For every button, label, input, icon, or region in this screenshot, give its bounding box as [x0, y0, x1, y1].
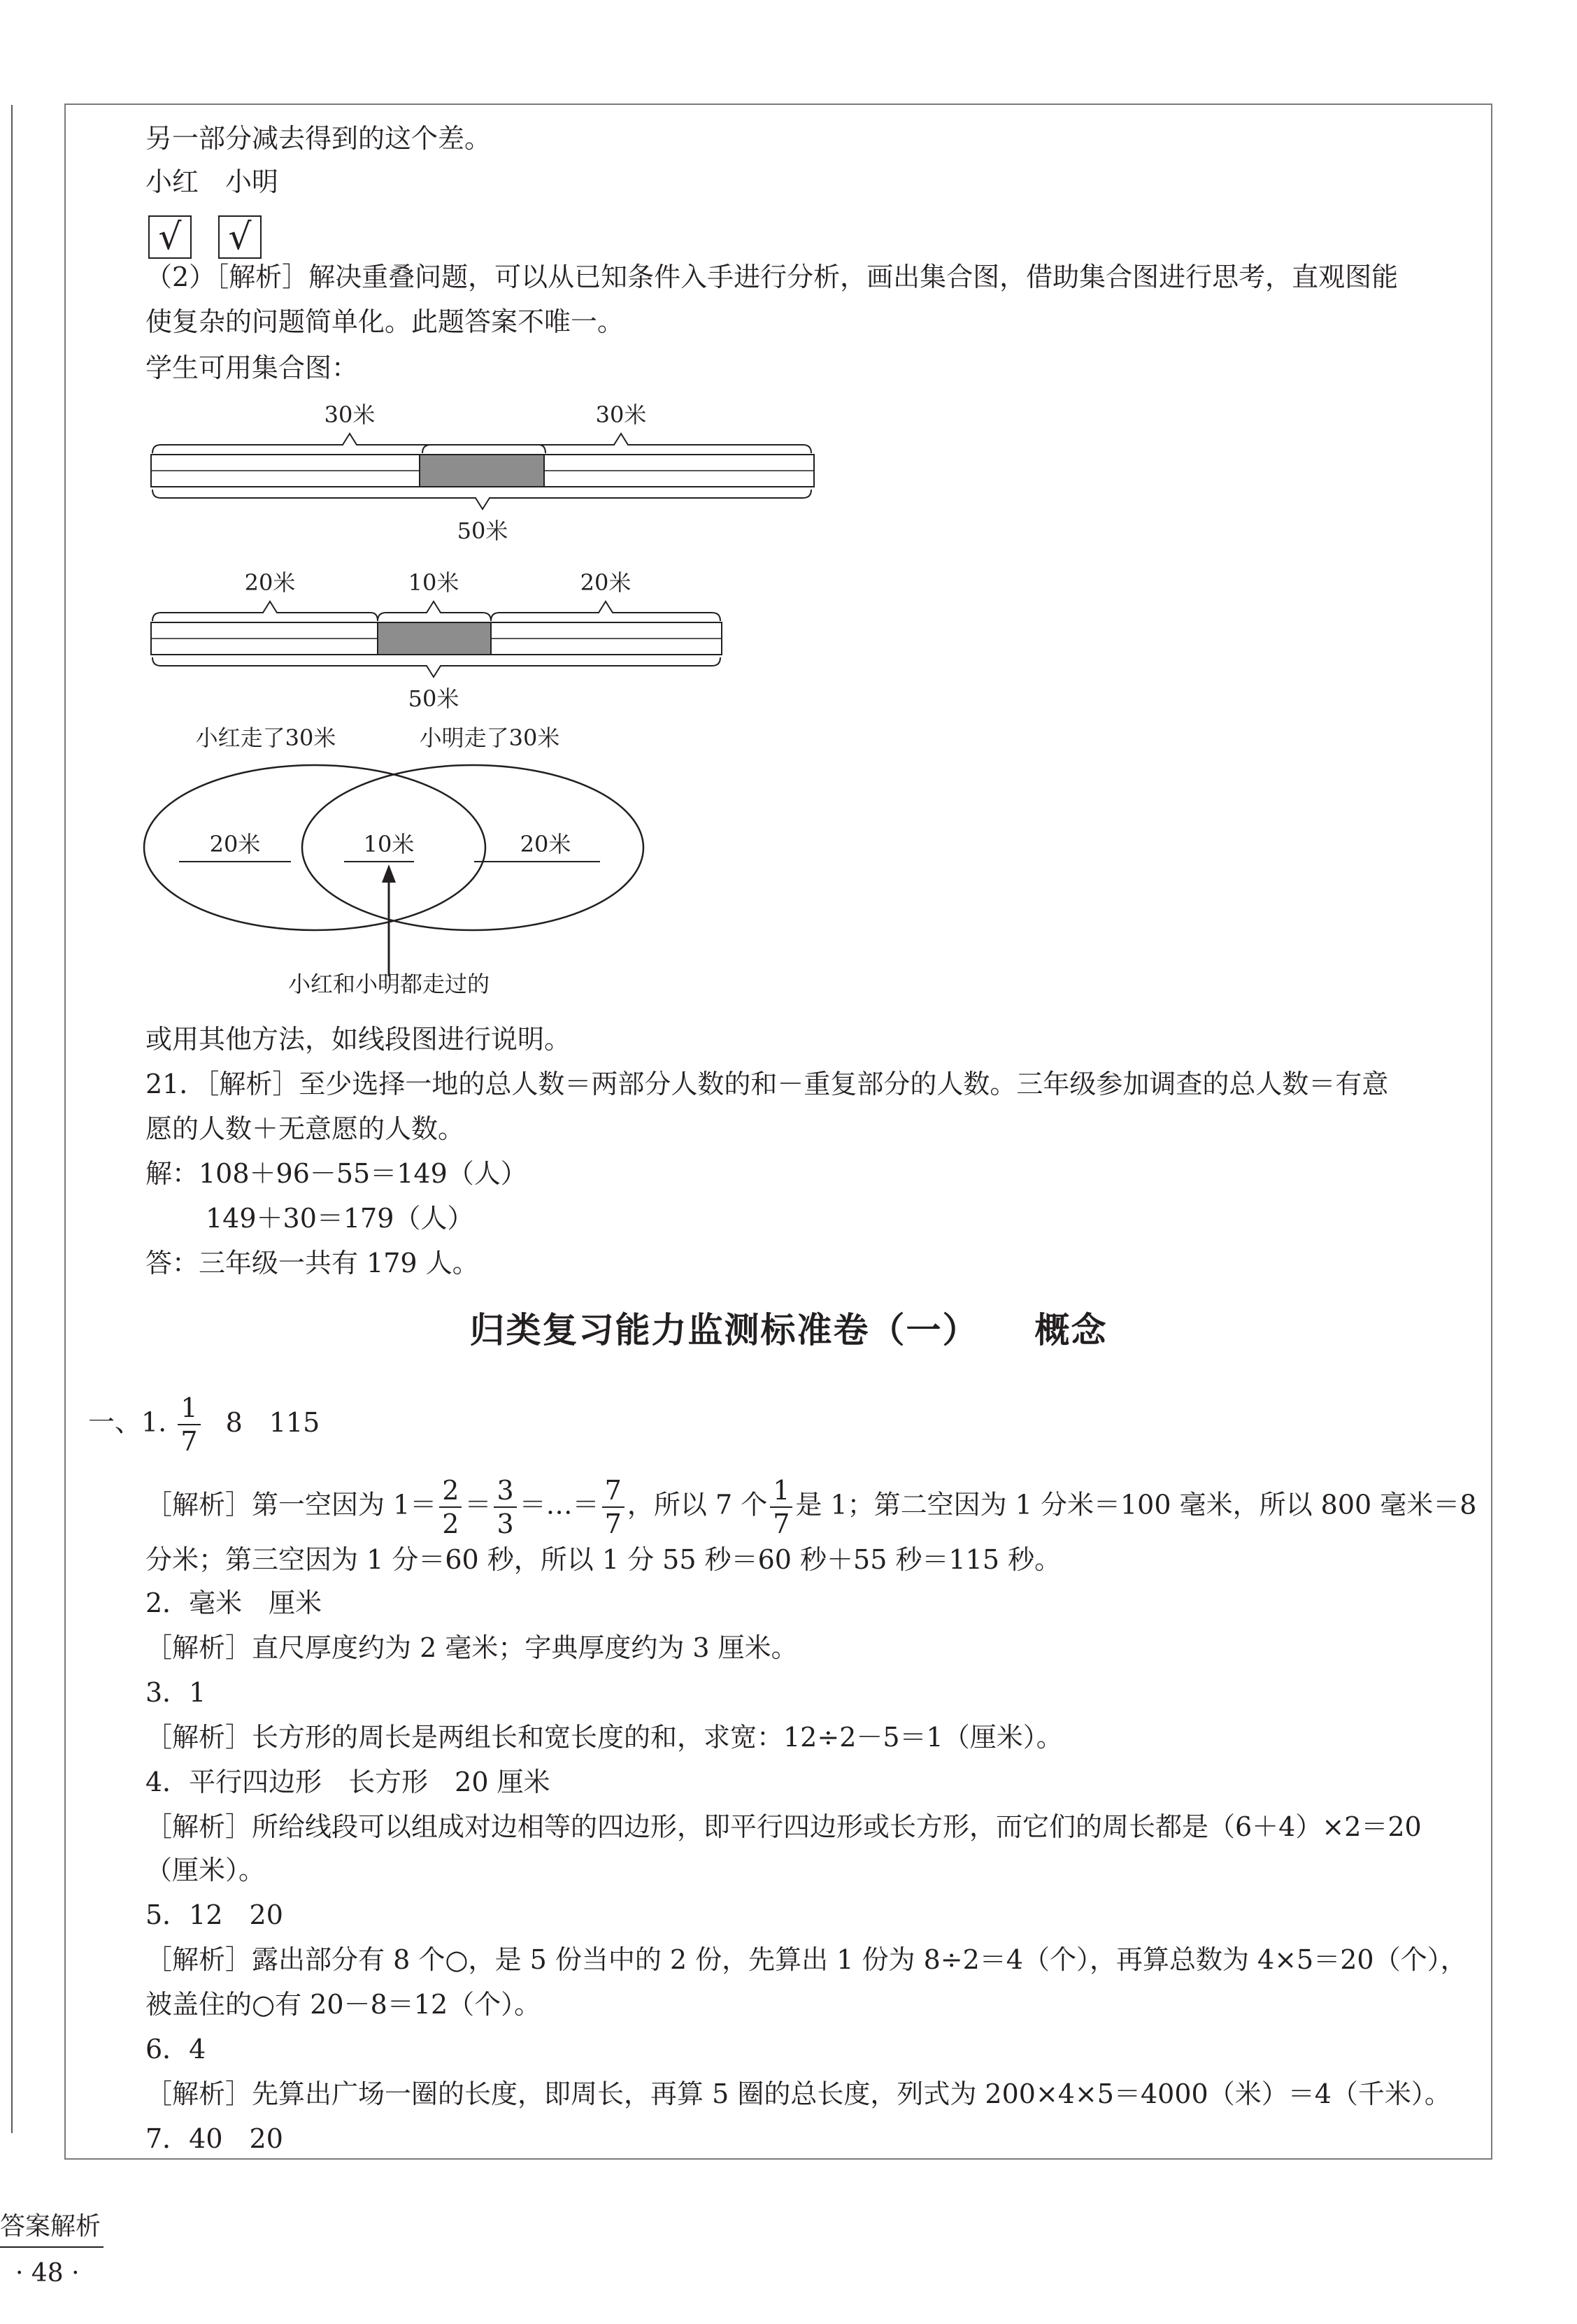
label-top-mid: 10米 [408, 569, 459, 596]
footer-rule [0, 2246, 104, 2248]
text-line: 愿的人数＋无意愿的人数。 [145, 1113, 465, 1144]
label-top-left: 20米 [244, 569, 296, 596]
text-line: 使复杂的问题简单化。此题答案不唯一。 [145, 306, 625, 337]
venn-pointer-label: 小红和小明都走过的 [287, 971, 490, 997]
q4-explanation: （厘米）。 [145, 1855, 266, 1885]
text-line: 另一部分减去得到的这个差。 [145, 123, 492, 154]
check-mark-icon: √ [218, 215, 262, 259]
venn-left-value: 20米 [209, 831, 261, 857]
q3-answer: 3．1 [145, 1677, 206, 1708]
q2-explanation: ［解析］直尺厚度约为 2 毫米；字典厚度约为 3 厘米。 [145, 1632, 798, 1663]
q7-answer: 7．40 20 [145, 2123, 283, 2154]
q1-answer [88, 1392, 320, 1457]
q5-explanation: 被盖住的○有 20－8＝12（个）。 [145, 1989, 541, 2020]
text-line: 解：108＋96－55＝149（人） [145, 1158, 527, 1189]
q5-answer: 5．12 20 [145, 1899, 283, 1930]
section-title [0, 1302, 1577, 1353]
text-line: 或用其他方法，如线段图进行说明。 [145, 1024, 571, 1055]
segment-diagram-1 [140, 392, 839, 553]
check-mark-icon: √ [148, 215, 192, 259]
q6-answer: 6．4 [145, 2034, 206, 2065]
text-line: 答：三年级一共有 179 人。 [145, 1248, 479, 1278]
checkbox-row [148, 215, 288, 259]
venn-right-label: 小明走了30米 [419, 725, 560, 751]
q1-explanation-line1: ［解析］第一空因为 1＝ $\frac{2}{2}$ ＝ $\frac{3}{3}$ ＝…＝ $\frac{7}{7}$ ，所以 7 个 $\frac{1}{7}$ 是 1；第二空因为 1 分米＝100 毫米，所以 800 毫米＝8 [145, 1475, 1477, 1539]
page-number: · 48 · [15, 2259, 80, 2288]
q6-explanation: ［解析］先算出广场一圈的长度，即周长，再算 5 圈的总长度，列式为 200×4×5＝4000（米）＝4（千米）。 [145, 2079, 1451, 2109]
text-line: 小红 小明 [145, 166, 279, 197]
text-line: 学生可用集合图： [145, 352, 359, 383]
venn-right-value: 20米 [520, 831, 571, 857]
venn-mid-value: 10米 [363, 831, 415, 857]
label-top-right: 20米 [580, 569, 631, 596]
label-bottom: 50米 [408, 685, 459, 712]
q1-explanation-line2: 分米；第三空因为 1 分＝60 秒，所以 1 分 55 秒＝60 秒＋55 秒＝115 秒。 [145, 1544, 1062, 1575]
text-line: 21．［解析］至少选择一地的总人数＝两部分人数的和－重复部分的人数。三年级参加调查的总人数＝有意 [145, 1069, 1389, 1099]
left-margin-rule [11, 105, 13, 2133]
q1-number: 一、1. [88, 1406, 167, 1438]
footer-label: 答案解析 [0, 2212, 101, 2241]
q4-explanation: ［解析］所给线段可以组成对边相等的四边形，即平行四边形或长方形，而它们的周长都是（6＋4）×2＝20 [145, 1811, 1422, 1842]
label-top-right: 30米 [595, 401, 647, 428]
venn-diagram [140, 720, 671, 1014]
q3-explanation: ［解析］长方形的周长是两组长和宽长度的和，求宽：12÷2－5＝1（厘米）。 [145, 1722, 1063, 1753]
q4-answer: 4．平行四边形 长方形 20 厘米 [145, 1767, 550, 1797]
text-line: 149＋30＝179（人） [206, 1203, 474, 1234]
fraction: $\frac{1}{7}$ [178, 1395, 200, 1455]
text-line: （2）［解析］解决重叠问题，可以从已知条件入手进行分析，画出集合图，借助集合图进行思考，直观图能 [145, 262, 1399, 292]
section-title-sub: 概念 [1034, 1310, 1108, 1350]
q5-explanation: ［解析］露出部分有 8 个○，是 5 份当中的 2 份，先算出 1 份为 8÷2＝4（个），再算总数为 4×5＝20（个）， [145, 1944, 1467, 1975]
label-top-left: 30米 [324, 401, 376, 428]
venn-left-label: 小红走了30米 [195, 725, 336, 751]
section-title-main: 归类复习能力监测标准卷（一） [469, 1310, 979, 1350]
segment-diagram-2 [140, 559, 741, 720]
q1-values: 8 115 [225, 1406, 320, 1438]
q2-answer: 2．毫米 厘米 [145, 1588, 322, 1618]
label-bottom: 50米 [457, 518, 508, 544]
